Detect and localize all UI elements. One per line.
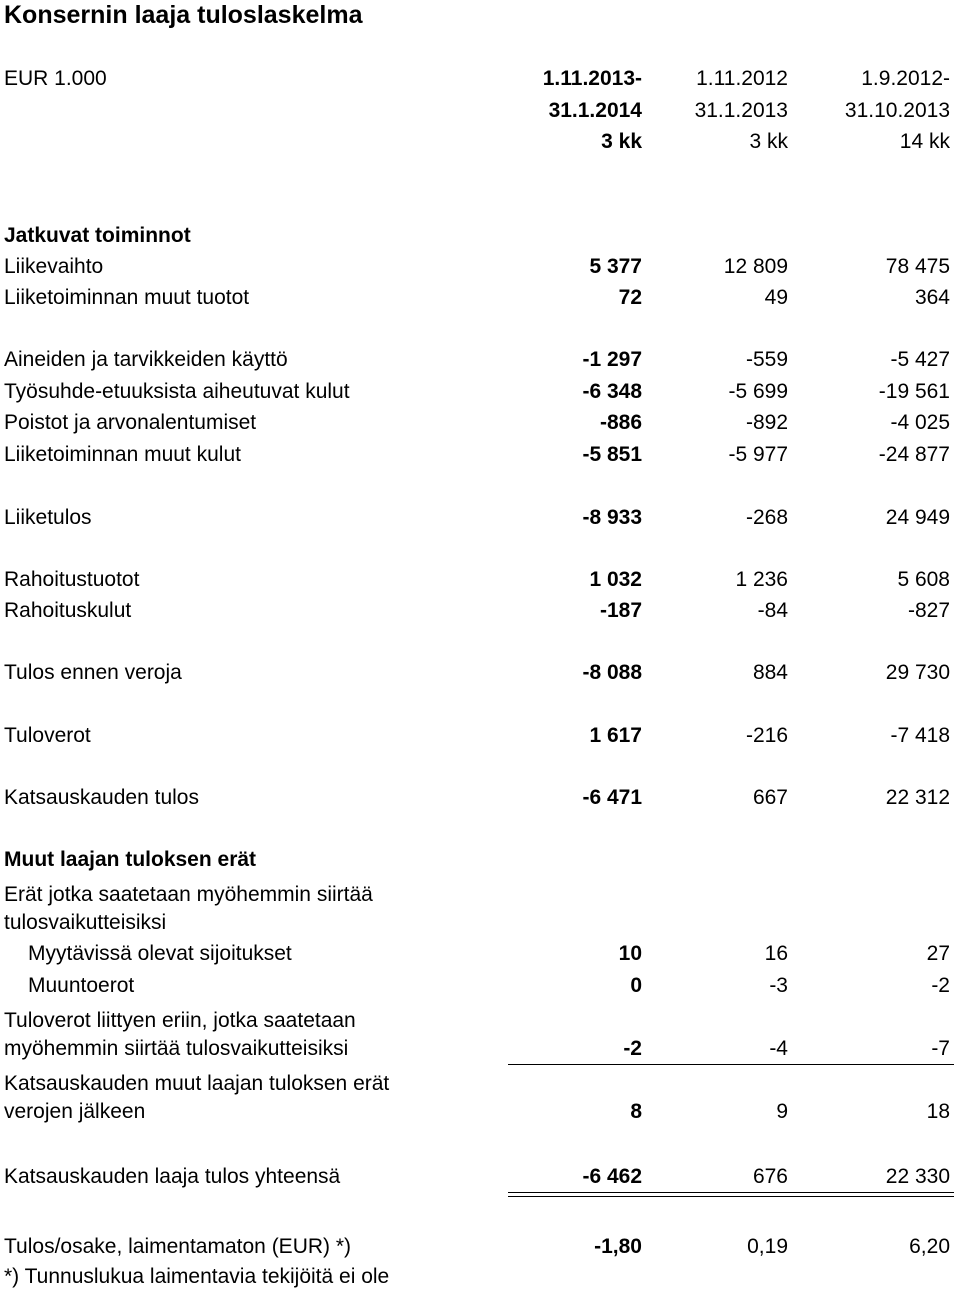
row-value-col2: 49 <box>764 286 788 309</box>
col2-header-line3: 3 kk <box>749 130 788 153</box>
row-value-col3: 364 <box>914 286 950 309</box>
section-continuing-operations: Jatkuvat toiminnot <box>4 224 191 247</box>
row-label-line2: myöhemmin siirtää tulosvaikutteisiksi <box>4 1037 349 1060</box>
row-label: Liikevaihto <box>4 255 104 278</box>
row-value-col2: 1 236 <box>735 568 788 591</box>
row-value-col1: -1,80 <box>594 1235 642 1258</box>
row-value-col1: 1 032 <box>589 568 642 591</box>
total-double-rule-top <box>508 1192 954 1193</box>
row-value-col2: -3 <box>769 974 788 997</box>
row-value-col3: 27 <box>926 942 950 965</box>
row-value-col2: 884 <box>752 661 788 684</box>
row-value-col1: 0 <box>630 974 642 997</box>
row-value-col3: 24 949 <box>885 506 950 529</box>
row-value-col1: 1 617 <box>589 724 642 747</box>
row-label: Liiketoiminnan muut kulut <box>4 443 241 466</box>
row-value-col2: 676 <box>752 1165 788 1188</box>
section-oci: Muut laajan tuloksen erät <box>4 848 257 871</box>
row-value-col1: -6 471 <box>582 786 642 809</box>
row-value-col3: 6,20 <box>909 1235 950 1258</box>
row-value-col3: -7 418 <box>890 724 950 747</box>
row-value-col1: -6 348 <box>582 380 642 403</box>
row-value-col3: -24 877 <box>878 443 950 466</box>
row-label: Tulos ennen veroja <box>4 661 182 684</box>
row-value-col3: 22 312 <box>885 786 950 809</box>
row-value-col1: -6 462 <box>582 1165 642 1188</box>
row-value-col2: 667 <box>752 786 788 809</box>
row-value-col3: 29 730 <box>885 661 950 684</box>
row-value-col1: -8 088 <box>582 661 642 684</box>
row-value-col2: -559 <box>745 348 788 371</box>
row-value-col1: 72 <box>618 286 642 309</box>
footnote: *) Tunnuslukua laimentavia tekijöitä ei ole <box>4 1265 390 1288</box>
row-label: Katsauskauden laaja tulos yhteensä <box>4 1165 341 1188</box>
row-value-col3: 18 <box>926 1100 950 1123</box>
col3-header-line2: 31.10.2013 <box>844 99 950 122</box>
row-value-col1: -886 <box>599 411 642 434</box>
row-value-col3: -827 <box>907 599 950 622</box>
page-title: Konsernin laaja tuloslaskelma <box>4 1 363 29</box>
row-value-col1: 10 <box>618 942 642 965</box>
row-label: Muuntoerot <box>28 974 135 997</box>
row-value-col1: -5 851 <box>582 443 642 466</box>
row-value-col3: -2 <box>931 974 950 997</box>
row-value-col3: 78 475 <box>885 255 950 278</box>
total-double-rule-bottom <box>508 1196 954 1197</box>
col1-header-line2: 31.1.2014 <box>548 99 642 122</box>
row-label-line2: verojen jälkeen <box>4 1100 146 1123</box>
row-value-col2: -84 <box>757 599 788 622</box>
row-value-col2: -216 <box>745 724 788 747</box>
row-value-col3: -19 561 <box>878 380 950 403</box>
subsection-recyclable-line2: tulosvaikutteisiksi <box>4 911 167 934</box>
row-label: Tuloverot <box>4 724 91 747</box>
row-label: Rahoituskulut <box>4 599 132 622</box>
col1-header-line1: 1.11.2013- <box>542 67 642 90</box>
row-value-col1: 5 377 <box>589 255 642 278</box>
row-value-col2: -4 <box>769 1037 788 1060</box>
row-value-col2: -892 <box>745 411 788 434</box>
col3-header-line1: 1.9.2012- <box>861 67 950 90</box>
col2-header-line1: 1.11.2012 <box>696 67 788 90</box>
row-value-col2: 16 <box>764 942 788 965</box>
row-value-col1: 8 <box>630 1100 642 1123</box>
row-label: Katsauskauden tulos <box>4 786 199 809</box>
row-label: Työsuhde-etuuksista aiheutuvat kulut <box>4 380 350 403</box>
row-value-col1: -1 297 <box>582 348 642 371</box>
row-value-col3: -5 427 <box>890 348 950 371</box>
row-value-col3: -4 025 <box>890 411 950 434</box>
row-value-col2: -5 699 <box>728 380 788 403</box>
row-value-col2: 9 <box>776 1100 788 1123</box>
row-value-col1: -2 <box>623 1037 642 1060</box>
row-value-col3: -7 <box>931 1037 950 1060</box>
row-label-line1: Tuloverot liittyen eriin, jotka saatetaan <box>4 1009 356 1032</box>
row-value-col2: 0,19 <box>747 1235 788 1258</box>
row-label: Liiketoiminnan muut tuotot <box>4 286 250 309</box>
row-value-col2: -268 <box>745 506 788 529</box>
subtotal-rule <box>508 1064 954 1065</box>
subsection-recyclable-line1: Erät jotka saatetaan myöhemmin siirtää <box>4 883 373 906</box>
row-label: Rahoitustuotot <box>4 568 140 591</box>
row-value-col2: -5 977 <box>728 443 788 466</box>
row-label: Poistot ja arvonalentumiset <box>4 411 257 434</box>
row-label: Myytävissä olevat sijoitukset <box>28 942 292 965</box>
row-label: Aineiden ja tarvikkeiden käyttö <box>4 348 288 371</box>
row-value-col3: 22 330 <box>885 1165 950 1188</box>
currency-label: EUR 1.000 <box>4 67 107 90</box>
row-value-col1: -8 933 <box>582 506 642 529</box>
col3-header-line3: 14 kk <box>899 130 950 153</box>
row-label: Liiketulos <box>4 506 92 529</box>
row-label: Tulos/osake, laimentamaton (EUR) *) <box>4 1235 352 1258</box>
row-label-line1: Katsauskauden muut laajan tuloksen erät <box>4 1072 390 1095</box>
row-value-col2: 12 809 <box>723 255 788 278</box>
row-value-col3: 5 608 <box>897 568 950 591</box>
row-value-col1: -187 <box>599 599 642 622</box>
col1-header-line3: 3 kk <box>601 130 642 153</box>
col2-header-line2: 31.1.2013 <box>694 99 788 122</box>
